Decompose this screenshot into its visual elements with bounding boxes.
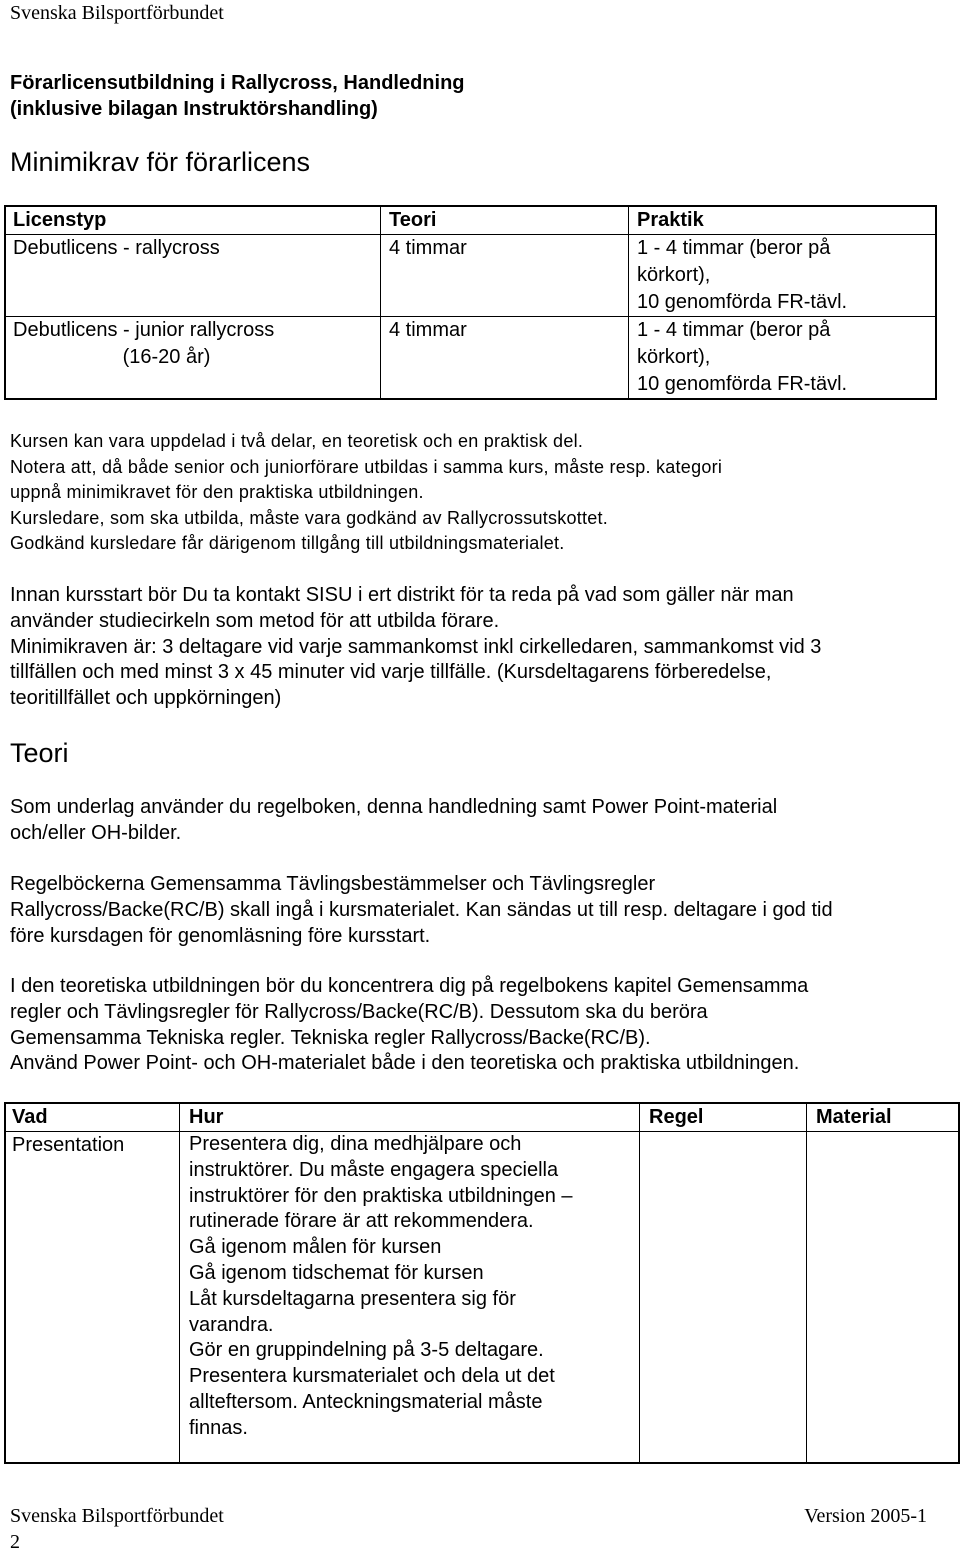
license-type-cell [5,235,381,317]
text-line: regler och Tävlingsregler för Rallycross/Backe(RC/B). Dessutom ska du beröra [10,1000,708,1023]
cell-line: allteftersom. Anteckningsmaterial måste [189,1390,543,1413]
cell-line: 1 - 4 timmar (beror på [637,237,831,259]
header-organization: Svenska Bilsportförbundet [10,2,224,24]
document-title [10,70,465,122]
text-line: uppnå minimikravet för den praktiska utbildningen. [10,482,424,503]
table-row [5,235,936,317]
cell-line: Gå igenom tidschemat för kursen [189,1261,484,1284]
cell-line: finnas. [189,1416,248,1439]
text-line: och/eller OH-bilder. [10,821,182,844]
text-line: Kursen kan vara uppdelad i två delar, en teoretisk och en praktisk del. [10,431,584,451]
column-header-licenstyp: Licenstyp [5,206,381,235]
cell-line: instruktörer. Du måste engagera speciella [189,1158,559,1181]
cell-line: varandra. [189,1313,274,1336]
text-line: tillfällen och med minst 3 x 45 minuter vid varje tillfälle. (Kursdeltagarens förberedelse, [10,661,772,684]
document-title-line: (inklusive bilagan Instruktörshandling) [10,98,378,120]
column-header-teori: Teori [381,206,629,235]
practice-cell [629,235,937,317]
cell-line: Gör en gruppindelning på 3-5 deltagare. [189,1339,544,1362]
text-line: Använd Power Point- och OH-materialet både i den teoretiska och praktiska utbildningen. [10,1052,800,1075]
cell-line: körkort), [637,264,711,286]
section-heading-minimikrav: Minimikrav för förarlicens [10,147,311,177]
vad-cell: Presentation [12,1134,125,1156]
text-line: före kursdagen för genomläsning före kursstart. [10,924,431,947]
text-line: Regelböckerna Gemensamma Tävlingsbestämmelser och Tävlingsregler [10,873,656,895]
text-line: Minimikraven är: 3 deltagare vid varje sammankomst inkl cirkelledaren, sammankomst vid 3 [10,635,822,658]
table-row [5,317,936,400]
cell-line: Debutlicens - rallycross [13,237,220,259]
text-line: Kursledare, som ska utbilda, måste vara godkänd av Rallycrossutskottet. [10,507,609,528]
text-line: Notera att, då både senior och juniorförare utbildas i samma kurs, måste resp. kategori [10,456,723,477]
text-line: Rallycross/Backe(RC/B) skall ingå i kursmaterialet. Kan sändas ut till resp. deltagare i god tid [10,898,833,921]
practice-cell [629,317,937,400]
column-header-material: Material [807,1103,960,1132]
theory-cell: 4 timmar [381,317,629,400]
cell-line: 1 - 4 timmar (beror på [637,319,831,341]
table-row [5,1132,959,1464]
cell-line: instruktörer för den praktiska utbildningen – [189,1184,573,1207]
cell-line: rutinerade förare är att rekommendera. [189,1210,534,1233]
column-header-hur: Hur [180,1103,640,1132]
text-line: använder studiecirkeln som metod för att utbilda förare. [10,609,500,632]
cell-line: 10 genomförda FR-tävl. [637,291,848,313]
license-requirements-table [4,205,937,400]
license-type-cell [5,317,381,400]
course-plan-table [4,1102,960,1464]
cell-line: (16-20 år) [122,346,211,368]
text-line: Som underlag använder du regelboken, denna handledning samt Power Point-material [10,796,778,818]
text-line: Innan kursstart bör Du ta kontakt SISU i ert distrikt för ta reda på vad som gäller när man [10,584,794,606]
column-header-praktik: Praktik [629,206,937,235]
column-header-vad: Vad [5,1103,180,1132]
teori-paragraph-2 [10,872,833,949]
cell-line: Gå igenom målen för kursen [189,1236,442,1259]
cell-line: Debutlicens - junior rallycross [13,319,275,341]
sisu-paragraph [10,583,821,712]
text-line: Gemensamma Tekniska regler. Tekniska regler Rallycross/Backe(RC/B). [10,1026,651,1049]
theory-cell: 4 timmar [381,235,629,317]
text-line: I den teoretiska utbildningen bör du koncentrera dig på regelbokens kapitel Gemensamma [10,975,809,997]
teori-paragraph-3 [10,974,808,1077]
section-heading-teori: Teori [10,738,69,768]
footer-organization: Svenska Bilsportförbundet [10,1505,224,1527]
teori-paragraph-1 [10,795,777,847]
cell-line: Presentera kursmaterialet och dela ut det [189,1365,555,1388]
table-header-row [5,206,936,235]
text-line: Godkänd kursledare får därigenom tillgång till utbildningsmaterialet. [10,533,565,554]
column-header-regel: Regel [640,1103,807,1132]
regel-cell [640,1132,807,1464]
page-number: 2 [10,1531,20,1553]
table-header-row [5,1103,959,1132]
material-cell [807,1132,960,1464]
cell-line: 10 genomförda FR-tävl. [637,373,848,395]
cell-line: Presentera dig, dina medhjälpare och [189,1133,522,1155]
cell-line: körkort), [637,346,711,368]
course-notes-paragraph [10,429,722,557]
footer-version: Version 2005-1 [804,1505,927,1527]
document-title-line: Förarlicensutbildning i Rallycross, Handledning [10,72,465,94]
cell-line: Låt kursdeltagarna presentera sig för [189,1287,516,1310]
hur-cell [180,1132,640,1464]
text-line: teoritillfället och uppkörningen) [10,687,282,710]
